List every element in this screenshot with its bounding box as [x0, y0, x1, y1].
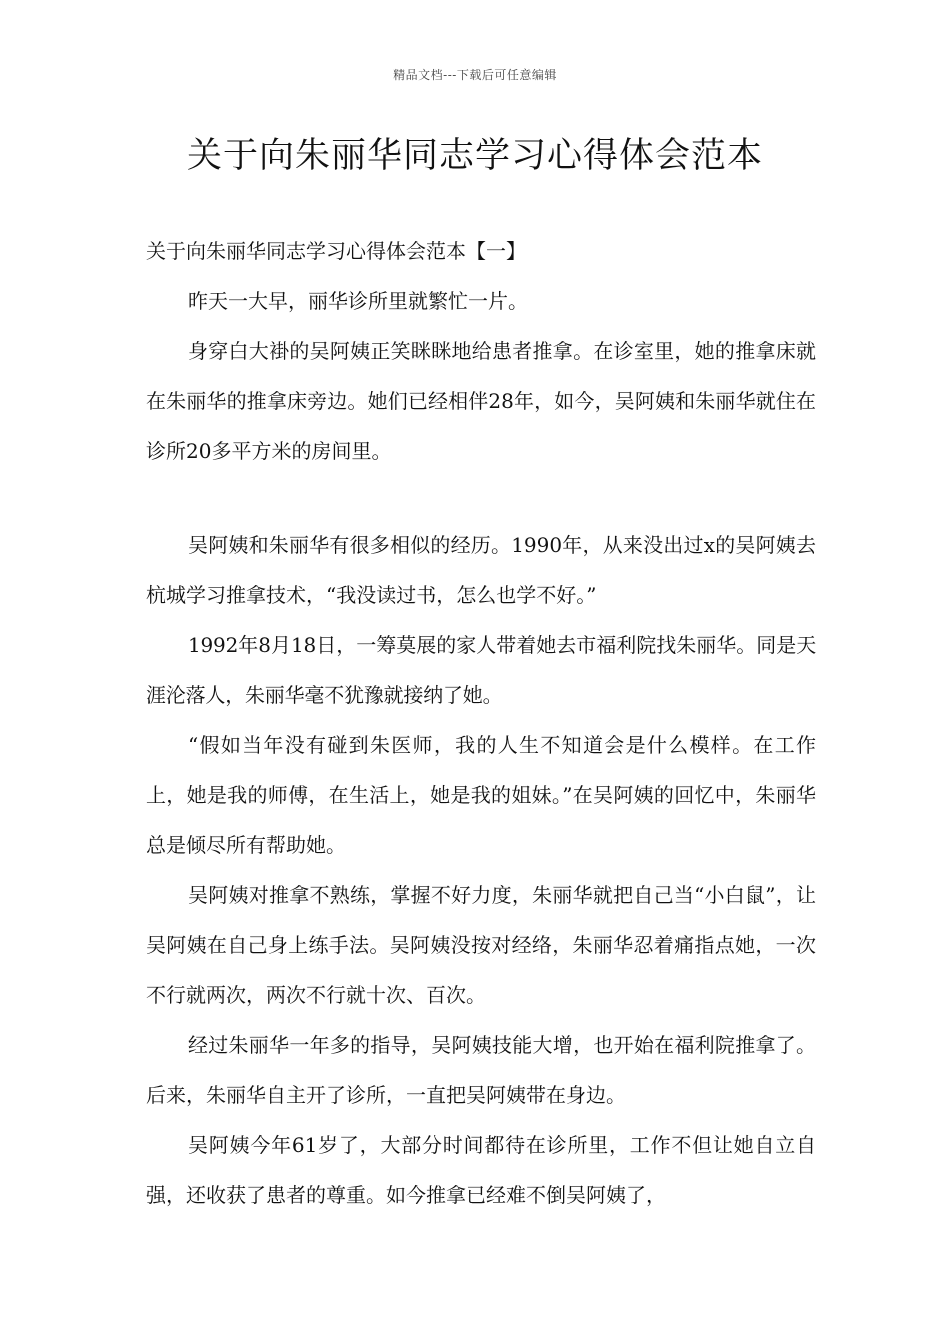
- document-title: 关于向朱丽华同志学习心得体会范本: [186, 136, 763, 176]
- paragraph: 1992年8月18日，一筹莫展的家人带着她去市福利院找朱丽华。同是天涯沦落人，朱丽华毫不犹豫就接纳了她。: [146, 633, 816, 707]
- paragraph: 经过朱丽华一年多的指导，吴阿姨技能大增，也开始在福利院推拿了。后来，朱丽华自主开了诊所，一直把吴阿姨带在身边。: [146, 1033, 816, 1107]
- paragraph: 昨天一大早，丽华诊所里就繁忙一片。: [188, 289, 528, 313]
- paragraph: 吴阿姨和朱丽华有很多相似的经历。1990年，从来没出过x的吴阿姨去杭城学习推拿技术，“我没读过书，怎么也学不好。”: [146, 533, 816, 607]
- header-note: 精品文档---下载后可任意编辑: [393, 68, 557, 82]
- paragraph: “假如当年没有碰到朱医师，我的人生不知道会是什么模样。在工作上，她是我的师傅，在生活上，她是我的姐妹。”在吴阿姨的回忆中，朱丽华总是倾尽所有帮助她。: [146, 733, 816, 857]
- document-body: [146, 226, 816, 1220]
- paragraph: 吴阿姨今年61岁了，大部分时间都待在诊所里，工作不但让她自立自强，还收获了患者的尊重。如今推拿已经难不倒吴阿姨了，: [146, 1133, 816, 1207]
- paragraph: 身穿白大褂的吴阿姨正笑眯眯地给患者推拿。在诊室里，她的推拿床就在朱丽华的推拿床旁边。她们已经相伴28年，如今，吴阿姨和朱丽华就住在诊所20多平方米的房间里。: [146, 339, 816, 463]
- paragraph-gap: [146, 476, 816, 520]
- section-heading: 关于向朱丽华同志学习心得体会范本【一】: [146, 239, 526, 263]
- paragraph: 吴阿姨对推拿不熟练，掌握不好力度，朱丽华就把自己当“小白鼠”，让吴阿姨在自己身上练手法。吴阿姨没按对经络，朱丽华忍着痛指点她，一次不行就两次，两次不行就十次、百次。: [146, 883, 816, 1007]
